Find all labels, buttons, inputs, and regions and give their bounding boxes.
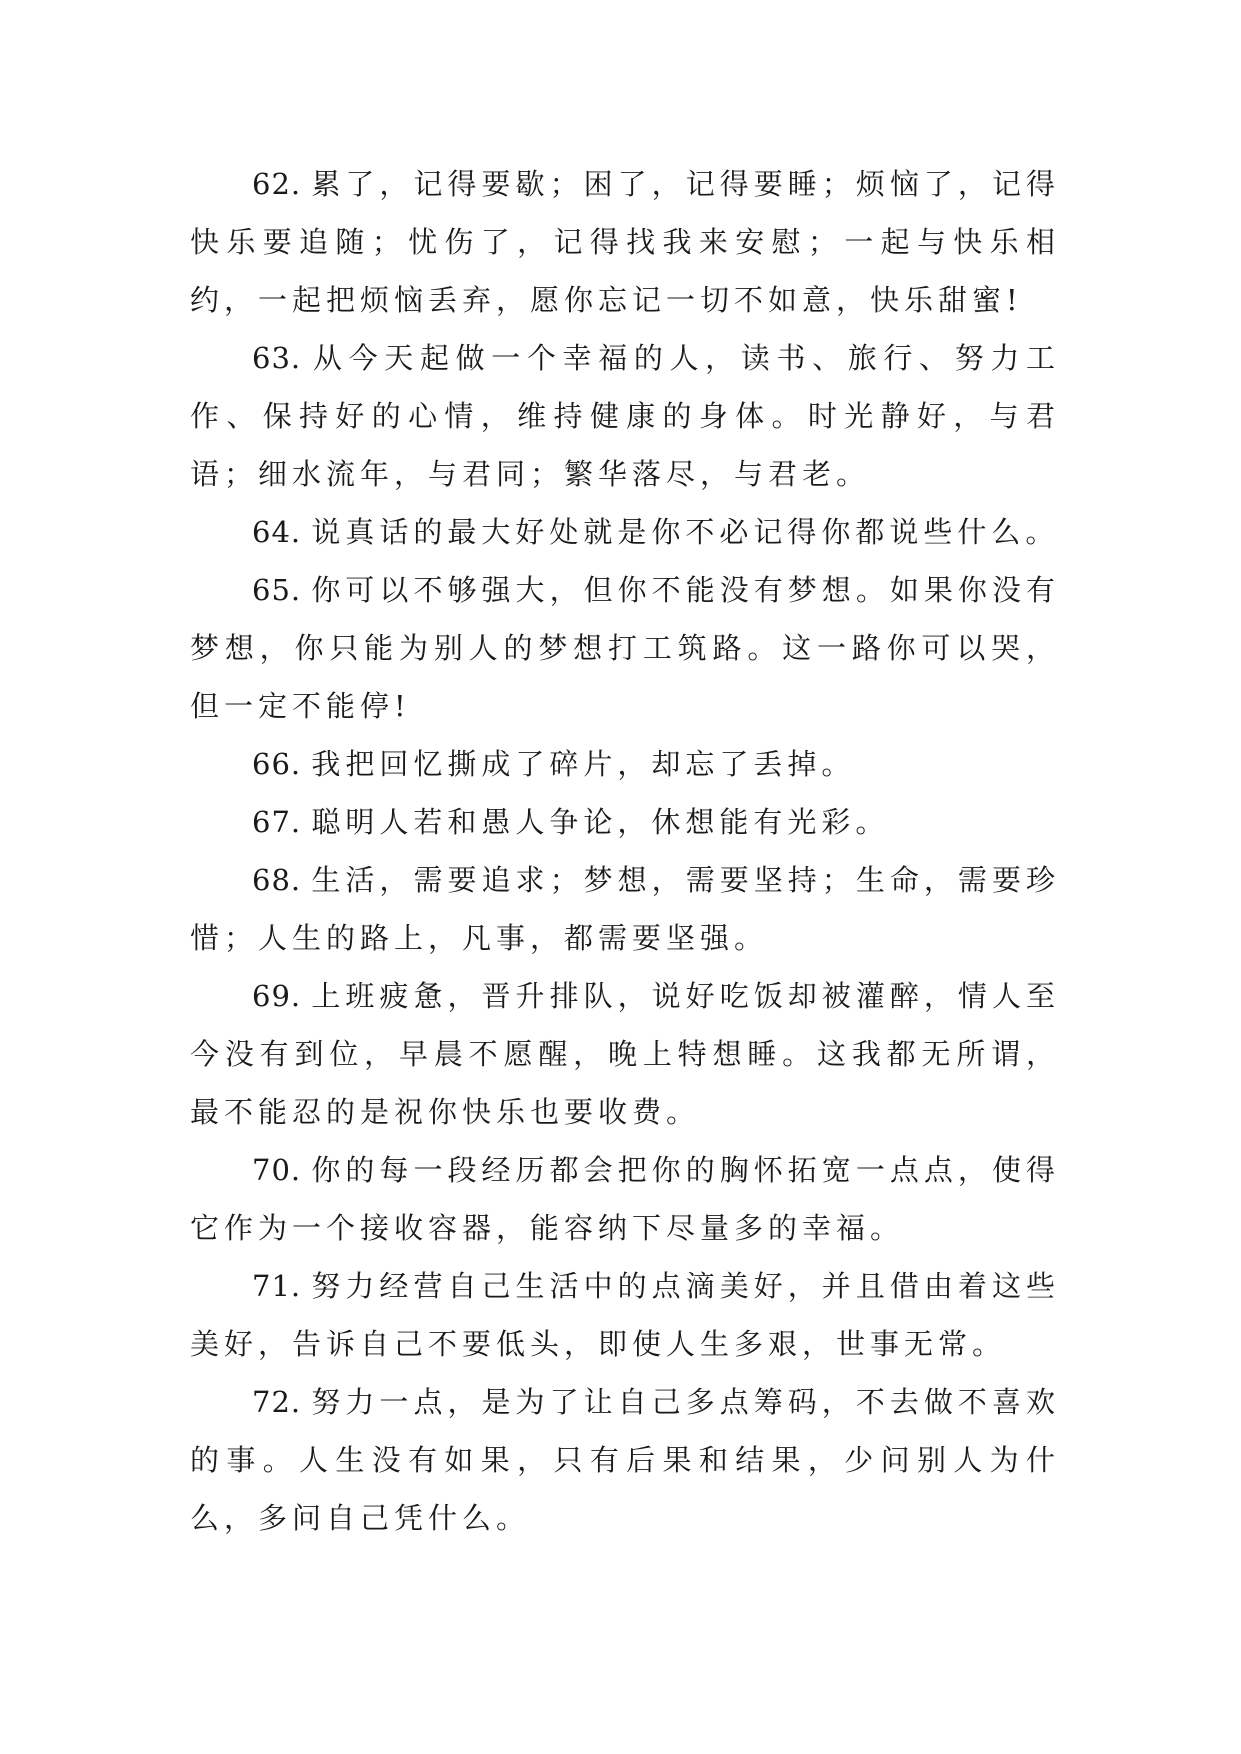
paragraph-number: 71. [252,1269,302,1303]
paragraph-number: 64. [252,515,302,549]
paragraph-62 [190,155,1060,329]
paragraph-text: 努力经营自己生活中的点滴美好，并且借由着这些美好，告诉自己不要低头，即使人生多艰，世事无常。 [190,1269,1060,1361]
paragraph-text: 你的每一段经历都会把你的胸怀拓宽一点点，使得它作为一个接收容器，能容纳下尽量多的幸福。 [190,1153,1060,1245]
paragraph-63 [190,329,1060,503]
paragraph-70 [190,1141,1060,1257]
paragraph-text: 努力一点，是为了让自己多点筹码，不去做不喜欢的事。人生没有如果，只有后果和结果，少问别人为什么，多问自己凭什么。 [190,1385,1060,1535]
paragraph-number: 68. [252,863,302,897]
paragraph-number: 62. [252,167,302,201]
paragraph-number: 63. [252,341,302,375]
paragraph-number: 65. [252,573,302,607]
paragraph-71 [190,1257,1060,1373]
document-body [190,155,1060,1547]
paragraph-number: 67. [252,805,302,839]
paragraph-text: 你可以不够强大，但你不能没有梦想。如果你没有梦想，你只能为别人的梦想打工筑路。这一路你可以哭，但一定不能停! [190,573,1060,723]
paragraph-64 [190,503,1060,561]
paragraph-72 [190,1373,1060,1547]
paragraph-68 [190,851,1060,967]
paragraph-number: 72. [252,1385,302,1419]
paragraph-text: 聪明人若和愚人争论，休想能有光彩。 [311,805,890,839]
paragraph-67 [190,793,1060,851]
paragraph-number: 66. [252,747,302,781]
paragraph-number: 69. [252,979,302,1013]
paragraph-text: 上班疲惫，晋升排队，说好吃饭却被灌醉，情人至今没有到位，早晨不愿醒，晚上特想睡。这我都无所谓，最不能忍的是祝你快乐也要收费。 [190,979,1060,1129]
paragraph-number: 70. [252,1153,302,1187]
paragraph-69 [190,967,1060,1141]
paragraph-text: 从今天起做一个幸福的人，读书、旅行、努力工作、保持好的心情，维持健康的身体。时光静好，与君语；细水流年，与君同；繁华落尽，与君老。 [190,341,1060,491]
paragraph-66 [190,735,1060,793]
paragraph-65 [190,561,1060,735]
paragraph-text: 生活，需要追求；梦想，需要坚持；生命，需要珍惜；人生的路上，凡事，都需要坚强。 [190,863,1060,955]
paragraph-text: 我把回忆撕成了碎片，却忘了丢掉。 [311,747,856,781]
paragraph-text: 说真话的最大好处就是你不必记得你都说些什么。 [311,515,1060,549]
paragraph-text: 累了，记得要歇；困了，记得要睡；烦恼了，记得快乐要追随；忧伤了，记得找我来安慰；一起与快乐相约，一起把烦恼丢弃，愿你忘记一切不如意，快乐甜蜜! [190,167,1060,317]
